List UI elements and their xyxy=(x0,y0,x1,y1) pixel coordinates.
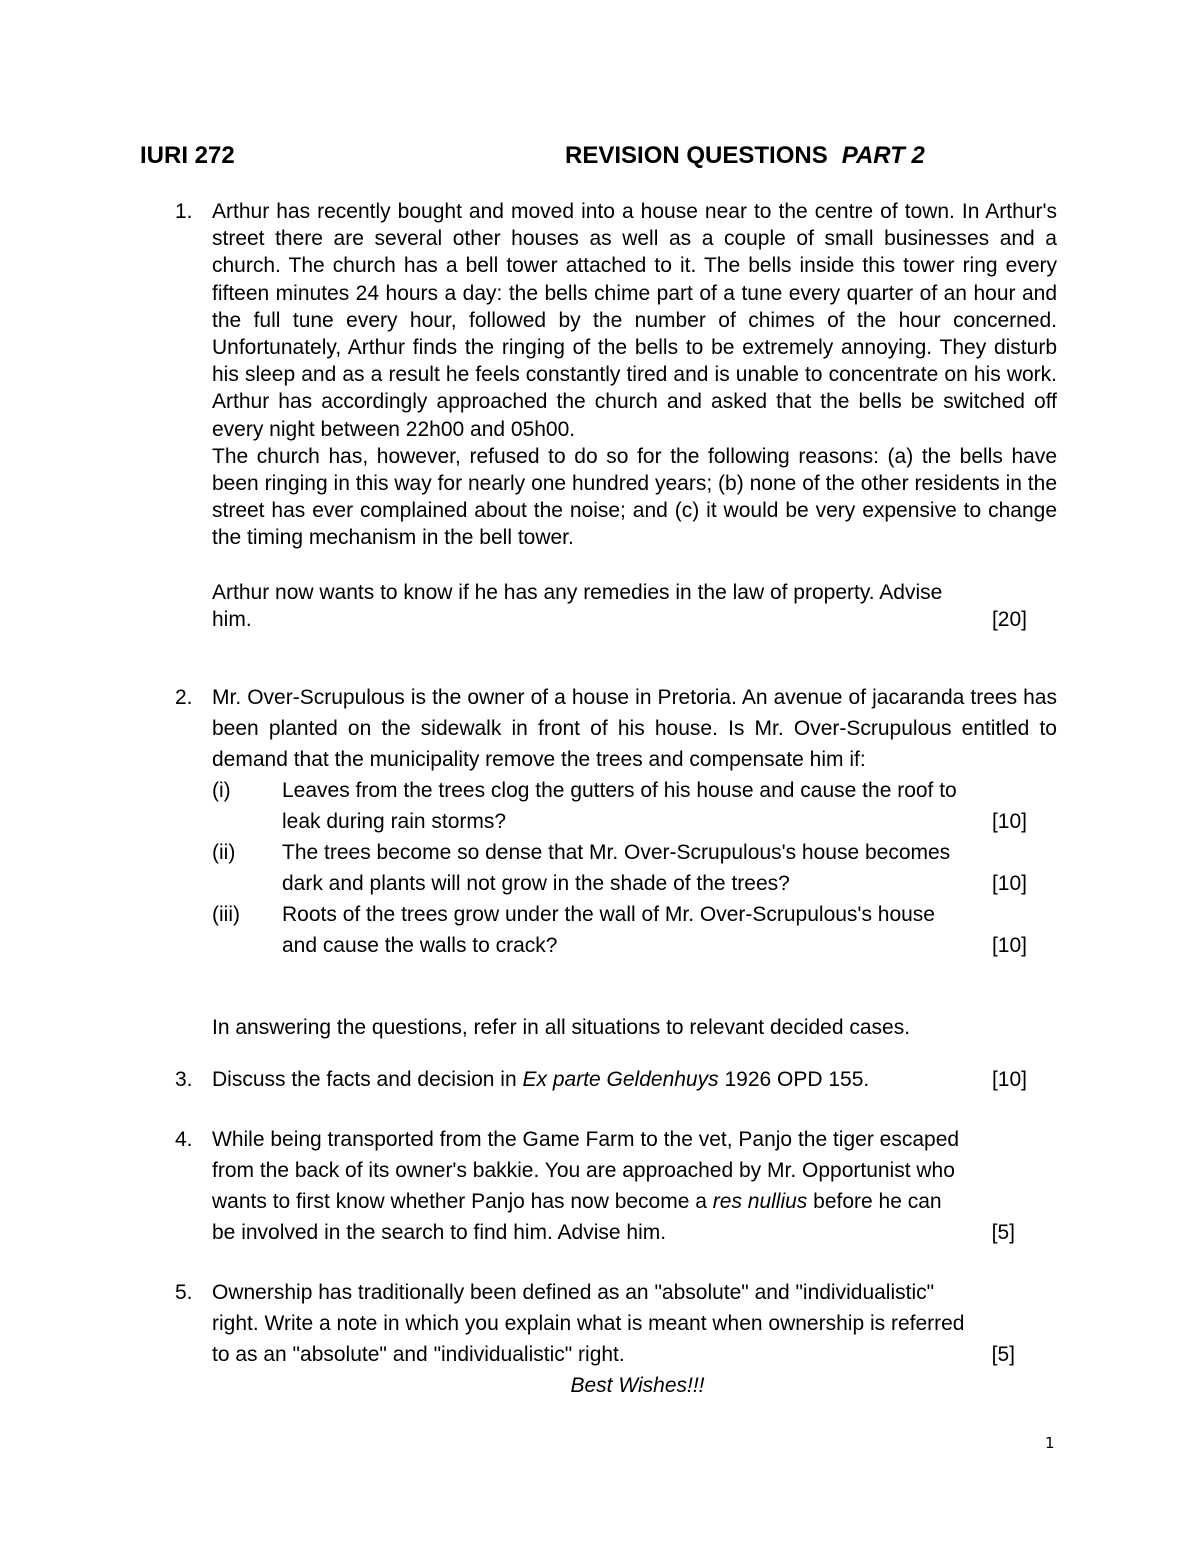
q5-line: to as an "absolute" and "individualistic" right. xyxy=(212,1343,625,1366)
q3-citation: 1926 OPD 155. xyxy=(718,1068,870,1091)
question-1 xyxy=(140,198,1057,633)
question-4 xyxy=(140,1124,1057,1248)
question-number: 2. xyxy=(175,686,193,709)
q2-note: In answering the questions, refer in all situations to relevant decided cases. xyxy=(212,1016,911,1039)
mark-allocation: [10] xyxy=(991,810,1027,833)
page-number: 1 xyxy=(1045,1434,1055,1452)
sub-label: (ii) xyxy=(212,841,236,864)
sub-text: leak during rain storms? xyxy=(282,810,507,833)
course-code: IURI 272 xyxy=(140,142,235,169)
sub-text: dark and plants will not grow in the shade of the trees? xyxy=(282,872,790,895)
q4-line: be involved in the search to find him. Advise him. xyxy=(212,1221,667,1244)
question-number: 4. xyxy=(175,1128,193,1151)
question-3 xyxy=(140,1064,1057,1095)
question-5 xyxy=(140,1277,1057,1370)
question-number: 1. xyxy=(175,200,193,223)
question-2 xyxy=(140,682,1057,961)
mark-allocation: [5] xyxy=(991,1343,1015,1366)
q3-text: Discuss the facts and decision in xyxy=(212,1068,523,1091)
part-label: PART 2 xyxy=(841,142,925,169)
mark-allocation: [10] xyxy=(991,1068,1027,1091)
q4-line: from the back of its owner's bakkie. You are approached by Mr. Opportunist who xyxy=(212,1159,955,1182)
question-number: 5. xyxy=(175,1281,193,1304)
q4-line xyxy=(212,1186,1057,1217)
q4-text: wants to first know whether Panjo has now become a xyxy=(212,1190,713,1213)
title-text: REVISION QUESTIONS xyxy=(565,142,828,169)
sub-label: (i) xyxy=(212,779,231,802)
q1-paragraph-3: Arthur now wants to know if he has any remedies in the law of property. Advise xyxy=(212,580,943,604)
latin-term: res nullius xyxy=(712,1190,808,1213)
q1-paragraph-2: The church has, however, refused to do so for the following reasons: (a) the bells have been ringing in this way for nearly one hundred years; (b) none of the other residents in the street has ever complained about the noise; and (c) it would be very expensive to change the timing mechanism in the bell tower. xyxy=(212,444,1057,550)
sub-text: Leaves from the trees clog the gutters of his house and cause the roof to xyxy=(282,779,957,802)
closing-message: Best Wishes!!! xyxy=(570,1374,705,1397)
q1-paragraph-1: Arthur has recently bought and moved into a house near to the centre of town. In Arthur's street there are several other houses as well as a couple of small businesses and a church. The church has a bell tower attached to it. The bells inside this tower ring every fifteen minutes 24 hours a day: the bells chime part of a tune every quarter of an hour and the full tune every hour, followed by the number of chimes of the hour concerned. Unfortunately, Arthur finds the ringing of the bells to be extremely annoying. They disturb his sleep and as a result he feels constantly tired and is unable to concentrate on his work. Arthur has accordingly approached the church and asked that the bells be switched off every night between 22h00 and 05h00. xyxy=(212,200,1057,441)
mark-allocation: [10] xyxy=(991,872,1027,895)
q2-intro: Mr. Over-Scrupulous is the owner of a house in Pretoria. An avenue of jacaranda trees has been planted on the sidewalk in front of his house. Is Mr. Over-Scrupulous entitled to demand that the municipality remove the trees and compensate him if: xyxy=(212,686,1057,771)
sub-text: and cause the walls to crack? xyxy=(282,934,558,957)
mark-allocation: [5] xyxy=(991,1221,1015,1244)
sub-question-ii xyxy=(212,837,1057,899)
q4-text: before he can xyxy=(807,1190,942,1213)
q5-line: Ownership has traditionally been defined as an "absolute" and "individualistic" xyxy=(212,1281,935,1304)
mark-allocation: [20] xyxy=(991,607,1027,631)
sub-question-i xyxy=(212,775,1057,837)
mark-allocation: [10] xyxy=(991,934,1027,957)
q1-last-line xyxy=(212,606,1057,633)
sub-label: (iii) xyxy=(212,903,240,926)
question-number: 3. xyxy=(175,1068,193,1091)
sub-text: Roots of the trees grow under the wall of Mr. Over-Scrupulous's house xyxy=(282,903,935,926)
sub-text: The trees become so dense that Mr. Over-Scrupulous's house becomes xyxy=(282,841,951,864)
header xyxy=(140,142,1060,176)
page-title xyxy=(565,142,925,170)
q5-line: right. Write a note in which you explain what is meant when ownership is referred xyxy=(212,1312,965,1335)
case-name: Ex parte Geldenhuys xyxy=(522,1068,719,1091)
q4-line: While being transported from the Game Farm to the vet, Panjo the tiger escaped xyxy=(212,1128,960,1151)
q1-last-text: him. xyxy=(212,607,252,631)
sub-question-iii xyxy=(212,899,1057,961)
